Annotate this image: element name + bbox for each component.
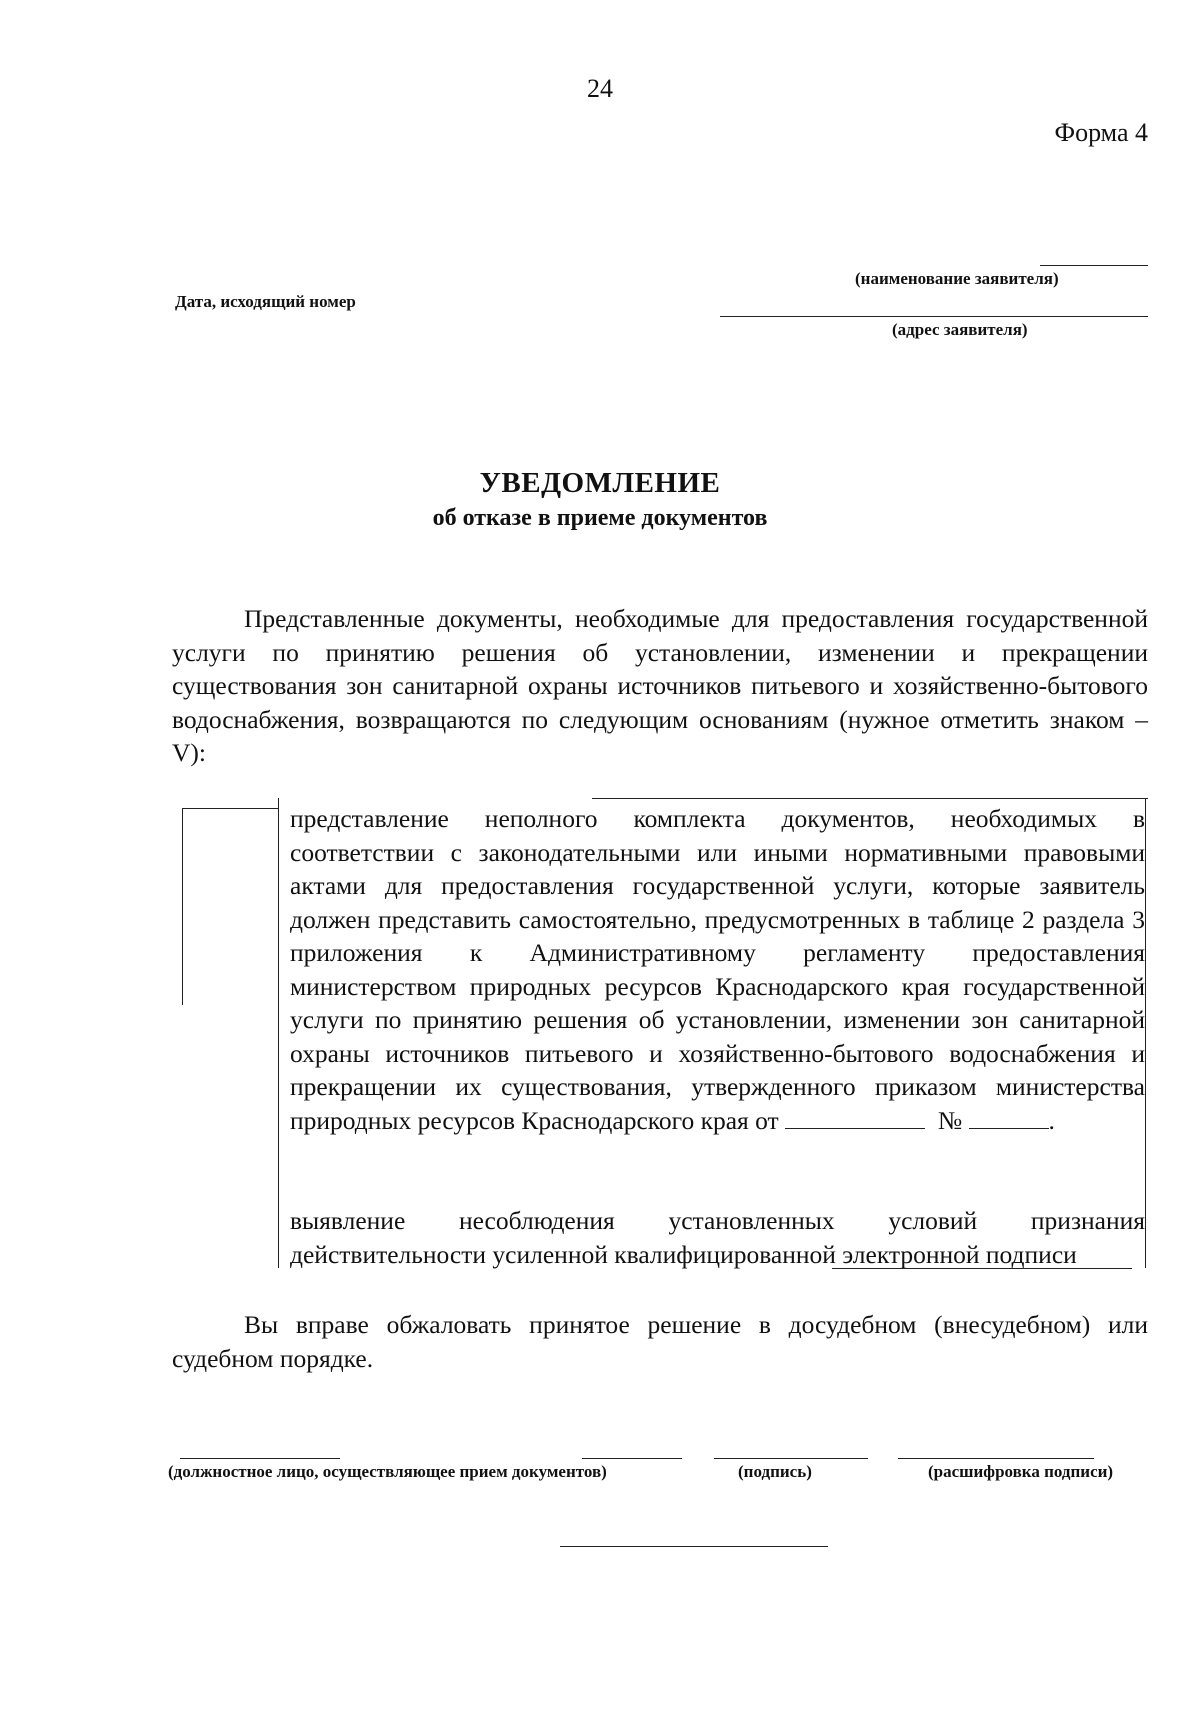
table-top-line: [592, 798, 1148, 799]
official-signature-line: [180, 1458, 340, 1459]
number-sign: №: [937, 1105, 963, 1135]
decoding-line: [898, 1458, 1094, 1459]
official-caption: (должностное лицо, осуществляющее прием документов): [168, 1462, 607, 1481]
intro-paragraph: [172, 602, 1148, 770]
end-line: [560, 1546, 828, 1547]
order-number-field[interactable]: [969, 1106, 1049, 1129]
applicant-name-caption: (наименование заявителя): [855, 269, 1059, 288]
appeal-paragraph: [172, 1308, 1148, 1375]
date-label: Дата, исходящий номер: [175, 292, 356, 311]
applicant-address-line: [720, 316, 1148, 317]
applicant-name-line: [1040, 265, 1148, 266]
decoding-caption: (расшифровка подписи): [928, 1462, 1114, 1481]
appeal-text: Вы вправе обжаловать принятое решение в досудебном (внесудебном) или судебном порядке.: [172, 1310, 1148, 1373]
signature-caption: (подпись): [738, 1462, 812, 1481]
order-date-field[interactable]: [785, 1106, 925, 1129]
applicant-address-caption: (адрес заявителя): [892, 320, 1028, 339]
reason-1-end: .: [1048, 1105, 1055, 1135]
table-bottom-line: [832, 1268, 1132, 1269]
signature-line: [714, 1458, 868, 1459]
document-title: УВЕДОМЛЕНИЕ: [479, 467, 721, 499]
page-number: 24: [587, 74, 613, 103]
table-right-line: [1145, 798, 1146, 1268]
reason-1-text: представление неполного комплекта документов, необходимых в соответствии с законодательными или иными нормативными правовыми актами для предоставления государственной услуги, которые заявитель должен представить самостоятельно, предусмотренных в таблице 2 раздела 3 приложения к Административному регламенту предоставления министерством природных ресурсов Краснодарского края государственной услуги по принятию решения об установлении, изменении зон санитарной охраны источников питьевого и хозяйственно-бытового водоснабжения и прекращении их существования, утвержденного приказом министерства природных ресурсов Краснодарского края от: [290, 804, 1145, 1135]
reason-2-text: выявление несоблюдения установленных условий признания действительности усиленной квалифицированной электронной подписи: [290, 1206, 1145, 1269]
reasons-table: [182, 798, 1148, 1276]
reason-item-signature-invalid: [290, 1204, 1145, 1271]
reason-checkbox[interactable]: [182, 808, 279, 1005]
official-signature-line-2: [582, 1458, 682, 1459]
document-subtitle: об отказе в приеме документов: [432, 505, 768, 531]
table-divider: [278, 798, 279, 1268]
form-label: Форма 4: [1054, 118, 1148, 147]
intro-text: Представленные документы, необходимые для предоставления государственной услуги по принятию решения об установлении, изменении и прекращении существования зон санитарной охраны источников питьевого и хозяйственно-бытового водоснабжения, возвращаются по следующим основаниям (нужное отметить знаком – V):: [172, 604, 1148, 767]
reason-item-incomplete-documents: [290, 802, 1145, 1137]
